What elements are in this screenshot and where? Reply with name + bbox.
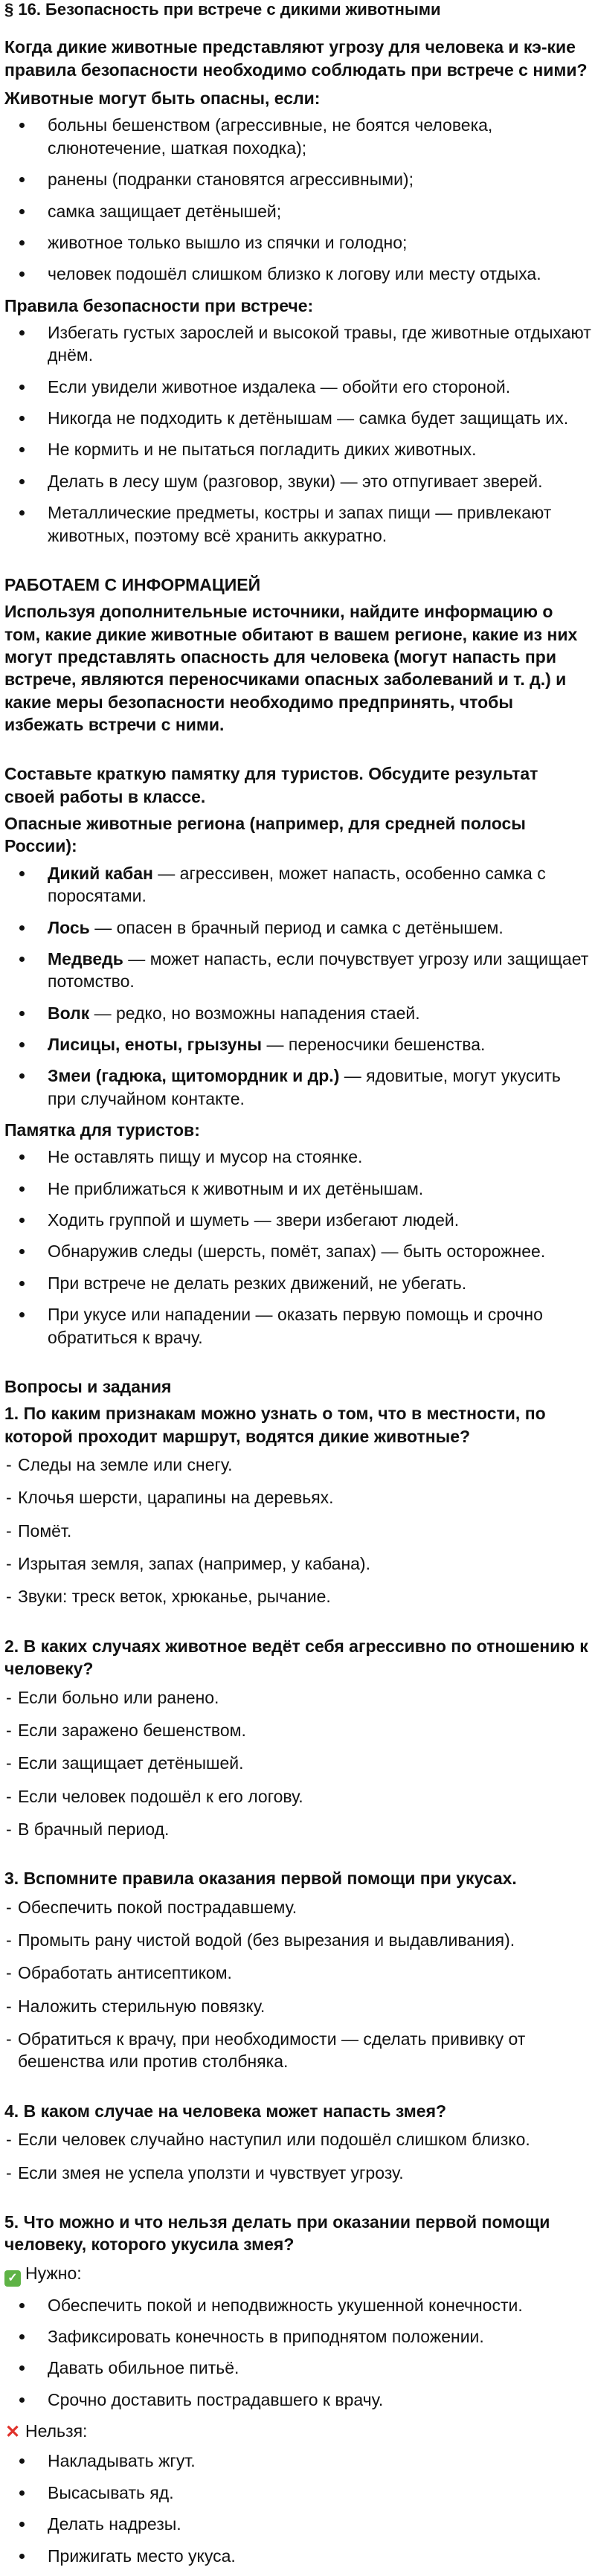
list-item: - Если змея не успела уползти и чувствует угрозу. bbox=[4, 2162, 592, 2184]
dont-label-text: Нельзя: bbox=[25, 2421, 88, 2441]
work-heading: РАБОТАЕМ С ИНФОРМАЦИЕЙ bbox=[4, 574, 261, 594]
do-label bbox=[4, 2262, 592, 2287]
memo-heading: Памятка для туристов: bbox=[4, 1120, 200, 1140]
work-text: Используя дополнительные источники, найдите информацию о том, какие дикие животные обитают в вашем регионе, какие из них могут представлять опасность для человека (могут напасть при встрече, являются переносчиками опасных заболеваний и т. д.) и какие меры безопасности необходимо предпринять, чтобы избежать встречи с ними. bbox=[4, 602, 578, 735]
answer-list-1 bbox=[4, 1454, 592, 1608]
list-item bbox=[4, 948, 592, 993]
region-heading: Опасные животные региона (например, для средней полосы России): bbox=[4, 814, 526, 856]
list-item: ранены (подранки становятся агрессивными); bbox=[4, 168, 592, 190]
animal-note: — агрессивен, может напасть, особенно самка с поросятами. bbox=[48, 863, 546, 906]
intro-question: Когда дикие животные представляют угрозу для человека и кэ-кие правила безопасности необходимо соблюдать при встрече с ними? bbox=[4, 37, 588, 80]
list-item bbox=[4, 1033, 592, 1056]
list-item: Никогда не подходить к детёнышам — самка будет защищать их. bbox=[4, 407, 592, 429]
list-item bbox=[4, 1064, 592, 1110]
list-item: Высасывать яд. bbox=[4, 2482, 592, 2504]
list-item: Не приближаться к животным и их детёнышам. bbox=[4, 1178, 592, 1200]
list-item: человек подошёл слишком близко к логову или месту отдыха. bbox=[4, 263, 592, 285]
question-2: 2. В каких случаях животное ведёт себя агрессивно по отношению к человеку? bbox=[4, 1636, 588, 1679]
list-item bbox=[4, 1002, 592, 1024]
list-item: При встрече не делать резких движений, не убегать. bbox=[4, 1272, 592, 1294]
list-item: - Следы на земле или снегу. bbox=[4, 1454, 592, 1476]
questions-heading: Вопросы и задания bbox=[4, 1376, 172, 1396]
animal-name: Волк bbox=[48, 1003, 90, 1023]
list-item: Если увидели животное издалека — обойти его стороной. bbox=[4, 376, 592, 398]
list-item: Не кормить и не пытаться погладить диких животных. bbox=[4, 438, 592, 460]
list-item: - Обработать антисептиком. bbox=[4, 1962, 592, 1984]
dont-label bbox=[4, 2420, 592, 2442]
rules-heading: Правила безопасности при встрече: bbox=[4, 295, 314, 315]
list-item: Делать надрезы. bbox=[4, 2513, 592, 2535]
cross-mark-icon: ✕ bbox=[4, 2422, 21, 2443]
list-item: Срочно доставить пострадавшего к врачу. bbox=[4, 2389, 592, 2411]
list-item: - Промыть рану чистой водой (без вырезания и выдавливания). bbox=[4, 1929, 592, 1951]
answer-list-2 bbox=[4, 1686, 592, 1841]
list-item: - Клочья шерсти, царапины на деревьях. bbox=[4, 1486, 592, 1509]
list-item: - Если человек подошёл к его логову. bbox=[4, 1785, 592, 1808]
list-item: Обеспечить покой и неподвижность укушенной конечности. bbox=[4, 2294, 592, 2316]
region-list bbox=[4, 862, 592, 1110]
list-item: Делать в лесу шум (разговор, звуки) — это отпугивает зверей. bbox=[4, 470, 592, 492]
danger-heading: Животные могут быть опасны, если: bbox=[4, 89, 321, 109]
list-item: Металлические предметы, костры и запах пищи — привлекают животных, поэтому всё хранить аккуратно. bbox=[4, 501, 592, 547]
list-item: - Помёт. bbox=[4, 1520, 592, 1542]
list-item: животное только вышло из спячки и голодно; bbox=[4, 231, 592, 254]
list-item: Избегать густых зарослей и высокой травы, где животные отдыхают днём. bbox=[4, 321, 592, 367]
list-item bbox=[4, 916, 592, 939]
question-4: 4. В каком случае на человека может напасть змея? bbox=[4, 2101, 447, 2121]
animal-note: — опасен в брачный период и самка с детёнышем. bbox=[89, 917, 504, 937]
animal-note: — переносчики бешенства. bbox=[262, 1034, 486, 1054]
danger-list bbox=[4, 114, 592, 285]
list-item: - Звуки: треск веток, хрюканье, рычание. bbox=[4, 1585, 592, 1607]
question-3: 3. Вспомните правила оказания первой помощи при укусах. bbox=[4, 1869, 517, 1889]
dont-list bbox=[4, 2450, 592, 2566]
list-item: - Обратиться к врачу, при необходимости — сделать прививку от бешенства или против столбняка. bbox=[4, 2028, 592, 2073]
list-item: - В брачный период. bbox=[4, 1818, 592, 1840]
animal-name: Дикий кабан bbox=[48, 863, 153, 883]
rules-list bbox=[4, 321, 592, 547]
list-item bbox=[4, 862, 592, 908]
list-item: Зафиксировать конечность в приподнятом положении. bbox=[4, 2325, 592, 2348]
check-mark-icon: ✓ bbox=[4, 2270, 21, 2287]
list-item: - Изрытая земля, запах (например, у кабана). bbox=[4, 1552, 592, 1575]
list-item: больны бешенством (агрессивные, не боятся человека, слюнотечение, шаткая походка); bbox=[4, 114, 592, 159]
list-item: Ходить группой и шуметь — звери избегают людей. bbox=[4, 1209, 592, 1231]
list-item: - Если больно или ранено. bbox=[4, 1686, 592, 1709]
list-item: самка защищает детёнышей; bbox=[4, 200, 592, 222]
list-item: - Наложить стерильную повязку. bbox=[4, 1995, 592, 2017]
answer-list-4 bbox=[4, 2128, 592, 2184]
animal-name: Медведь bbox=[48, 948, 123, 969]
list-item: - Обеспечить покой пострадавшему. bbox=[4, 1896, 592, 1918]
list-item: - Если защищает детёнышей. bbox=[4, 1752, 592, 1774]
list-item: Обнаружив следы (шерсть, помёт, запах) — быть осторожнее. bbox=[4, 1240, 592, 1262]
answer-list-3 bbox=[4, 1896, 592, 2073]
animal-note: — ядовитые, могут укусить при случайном контакте. bbox=[48, 1066, 561, 1108]
animal-note: — может напасть, если почувствует угрозу или защищает потомство. bbox=[48, 948, 589, 992]
list-item: При укусе или нападении — оказать первую помощь и срочно обратиться к врачу. bbox=[4, 1303, 592, 1349]
do-list bbox=[4, 2294, 592, 2411]
list-item: Не оставлять пищу и мусор на стоянке. bbox=[4, 1146, 592, 1168]
list-item: - Если человек случайно наступил или подошёл слишком близко. bbox=[4, 2128, 592, 2151]
do-label-text: Нужно: bbox=[25, 2263, 82, 2283]
work-task: Составьте краткую памятку для туристов. Обсудите результат своей работы в классе. bbox=[4, 764, 538, 806]
memo-list bbox=[4, 1146, 592, 1349]
list-item: Давать обильное питьё. bbox=[4, 2357, 592, 2379]
list-item: - Если заражено бешенством. bbox=[4, 1719, 592, 1741]
question-5: 5. Что можно и что нельзя делать при оказании первой помощи человеку, которого укусила змея? bbox=[4, 2212, 550, 2255]
animal-note: — редко, но возможны нападения стаей. bbox=[89, 1003, 420, 1023]
animal-name: Змеи (гадюка, щитомордник и др.) bbox=[48, 1066, 340, 1086]
animal-name: Лось bbox=[48, 917, 90, 937]
page-title: § 16. Безопасность при встрече с дикими животными bbox=[4, 0, 441, 19]
animal-name: Лисицы, еноты, грызуны bbox=[48, 1034, 263, 1054]
list-item: Прижигать место укуса. bbox=[4, 2545, 592, 2567]
question-1: 1. По каким признакам можно узнать о том, что в местности, по которой проходит маршрут, водятся дикие животные? bbox=[4, 1404, 546, 1446]
list-item: Накладывать жгут. bbox=[4, 2450, 592, 2472]
